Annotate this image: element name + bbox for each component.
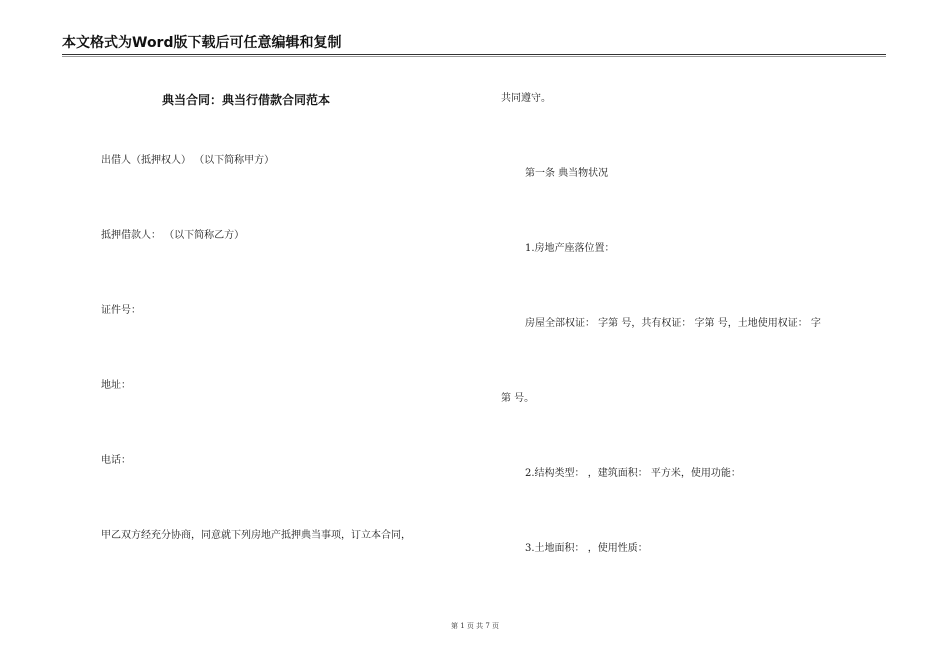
address-line: 地址：	[101, 380, 131, 391]
document-title: 典当合同：典当行借款合同范本	[162, 93, 331, 107]
header-divider	[62, 56, 886, 57]
phone-line: 电话：	[101, 455, 131, 466]
id-number-line: 证件号：	[101, 305, 141, 316]
header-title: 本文格式为Word版下载后可任意编辑和复制	[62, 35, 342, 51]
land-area-line: 3.土地面积： ，使用性质：	[525, 543, 648, 554]
article-one-heading: 第一条 典当物状况	[525, 168, 609, 179]
borrower-line: 抵押借款人： （以下简称乙方）	[101, 230, 245, 241]
property-certificates-line-continued: 第 号。	[501, 393, 535, 404]
page-header	[62, 34, 886, 55]
structure-type-line: 2.结构类型： ，建筑面积： 平方米，使用功能：	[525, 468, 741, 479]
page-footer: 第 1 页 共 7 页	[450, 622, 500, 630]
property-location-line: 1.房地产座落位置：	[525, 243, 615, 254]
agreement-paragraph-continued: 共同遵守。	[501, 93, 551, 104]
agreement-paragraph: 甲乙双方经充分协商，同意就下列房地产抵押典当事项，订立本合同，	[101, 530, 411, 541]
property-certificates-line: 房屋全部权证： 字第 号，共有权证： 字第 号，土地使用权证： 字	[525, 318, 821, 329]
lender-line: 出借人（抵押权人） （以下简称甲方）	[101, 155, 275, 166]
